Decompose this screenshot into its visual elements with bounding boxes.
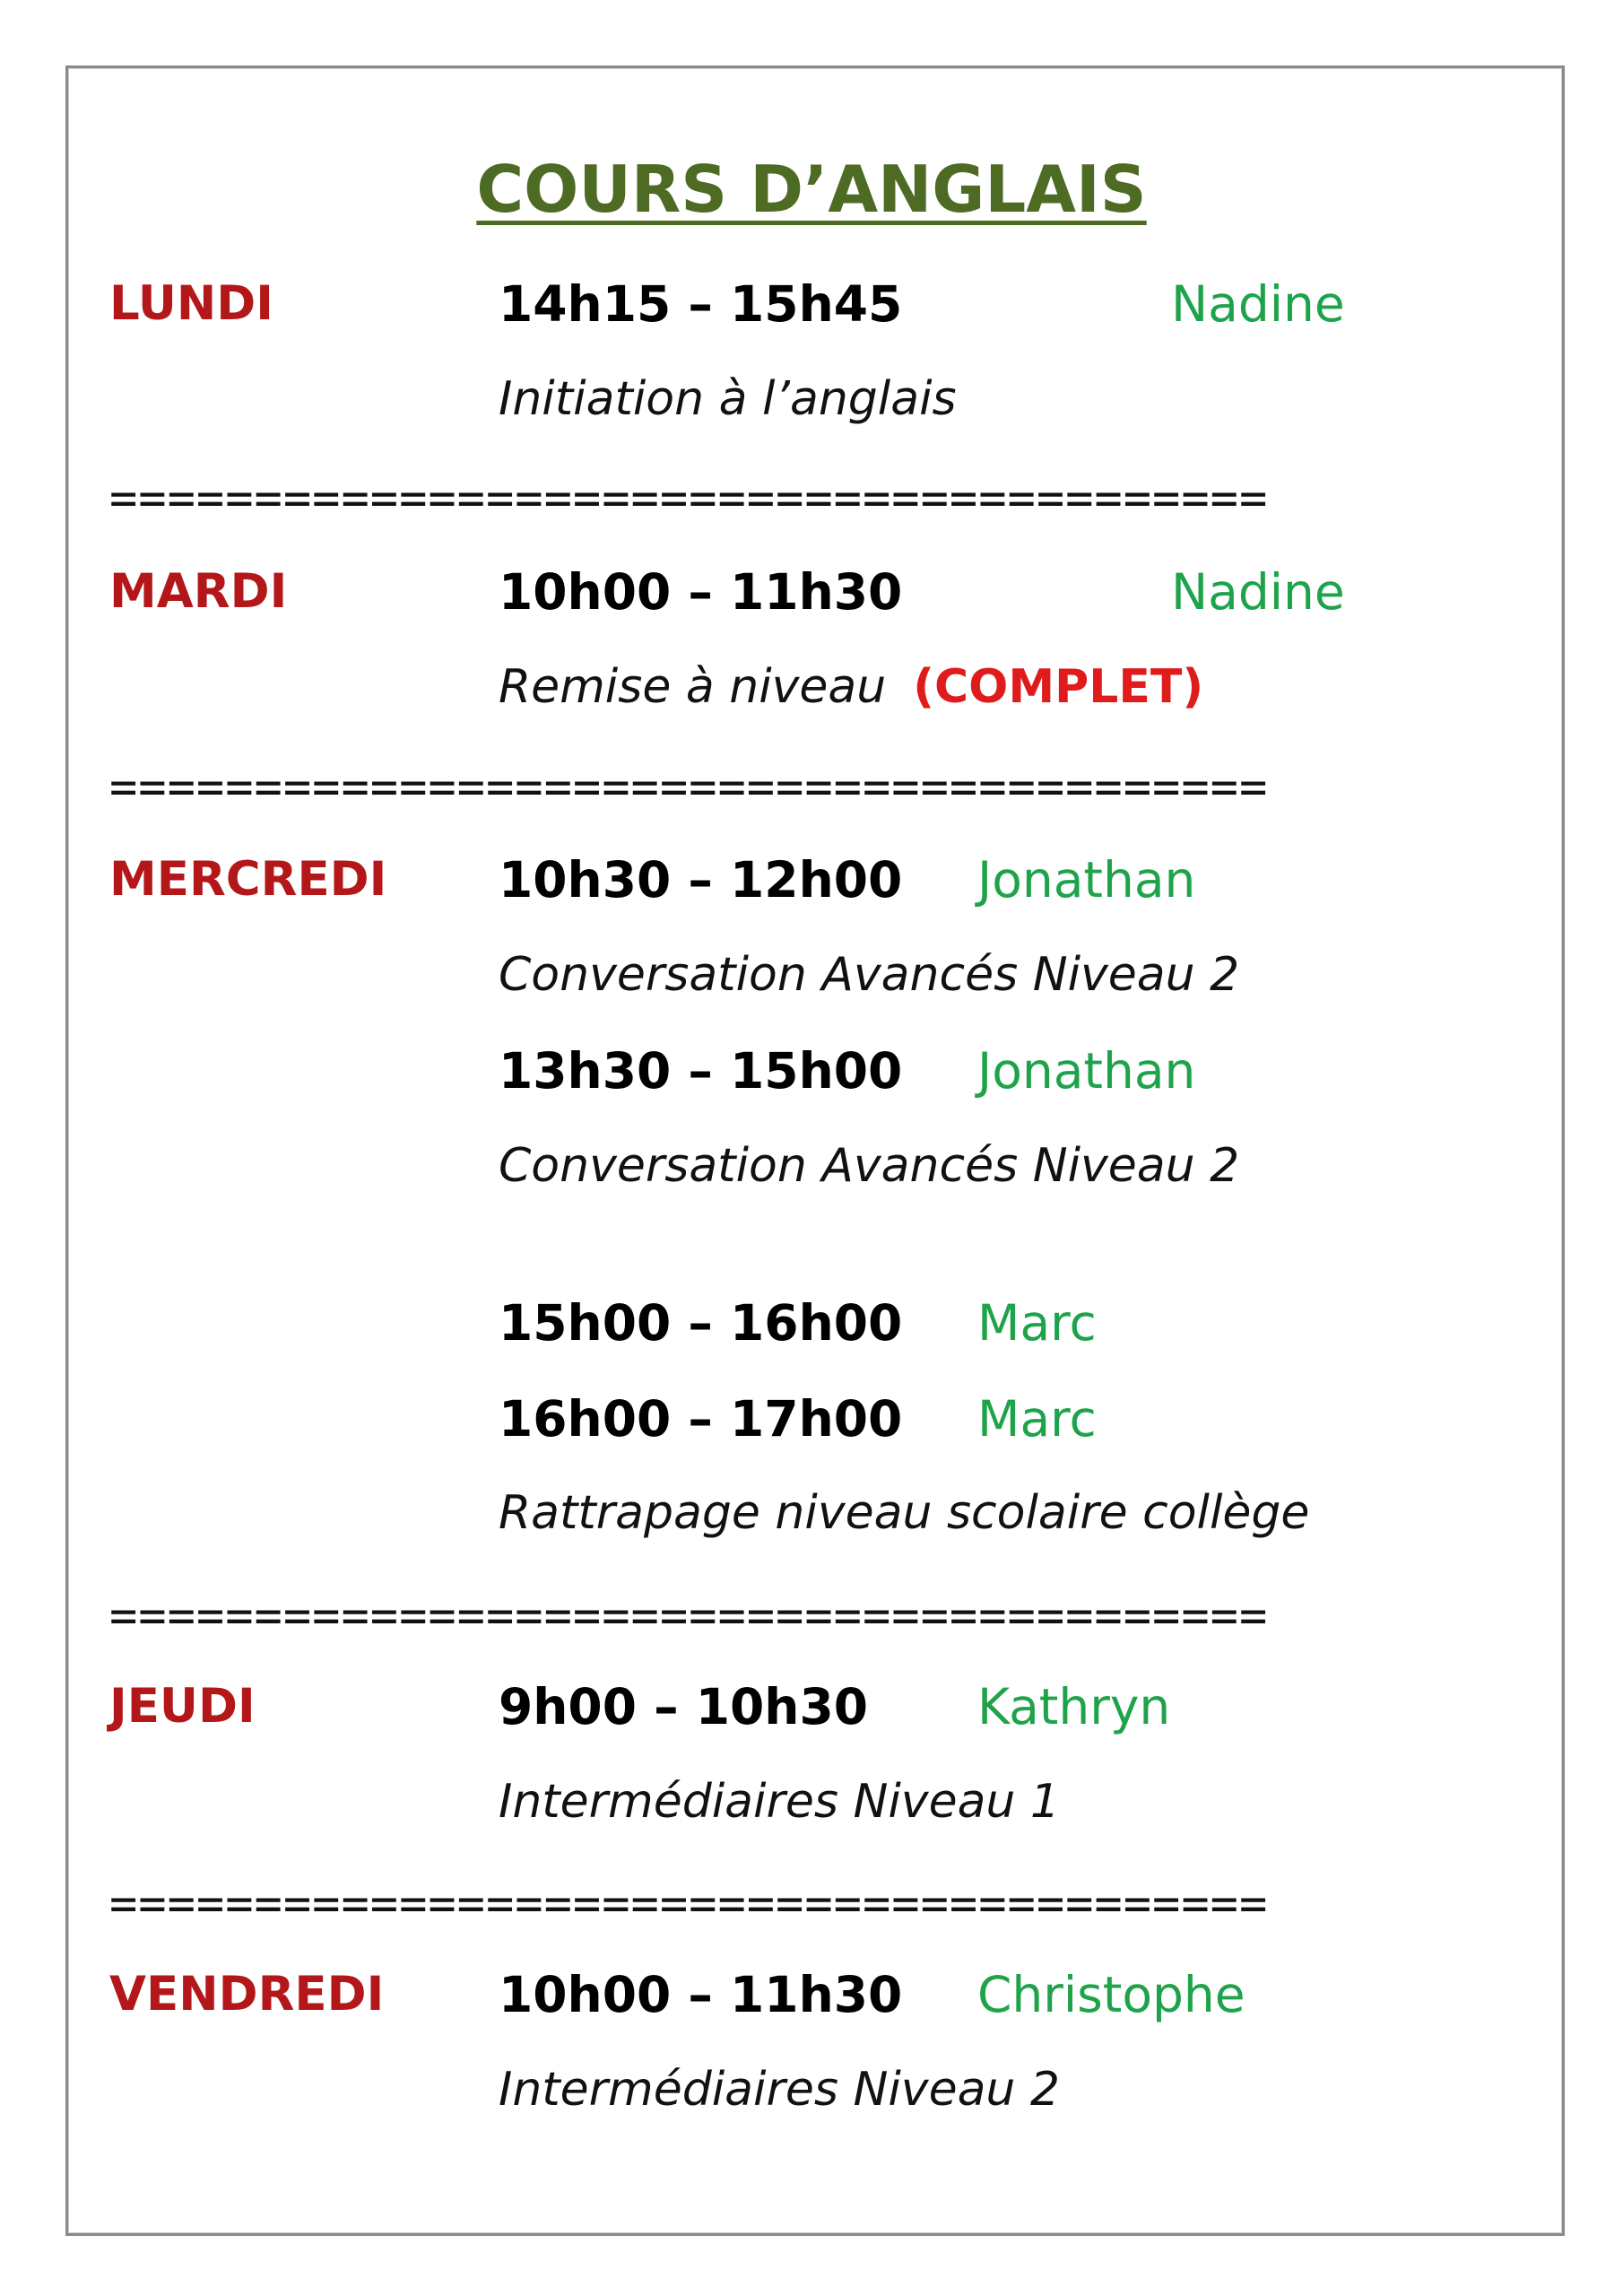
teacher-mercredi-1: Jonathan [977,851,1196,909]
time-mardi: 10h00 – 11h30 [499,563,903,621]
day-vendredi: VENDREDI [109,1967,385,2022]
time-mercredi-3: 15h00 – 16h00 [499,1294,903,1352]
time-mercredi-4: 16h00 – 17h00 [499,1390,903,1448]
separator: ======================================== [109,1589,1269,1643]
day-mercredi: MERCREDI [109,852,387,907]
course-mardi [499,660,1204,714]
time-jeudi: 9h00 – 10h30 [499,1678,868,1735]
teacher-vendredi: Christophe [977,1966,1245,2023]
separator: ======================================== [109,472,1269,526]
time-mercredi-1: 10h30 – 12h00 [499,851,903,909]
course-vendredi: Intermédiaires Niveau 2 [499,2063,1061,2117]
separator: ======================================== [109,761,1269,814]
day-lundi: LUNDI [109,276,273,331]
time-lundi: 14h15 – 15h45 [499,275,903,333]
course-mercredi-1: Conversation Avancés Niveau 2 [499,948,1240,1002]
teacher-mercredi-3: Marc [977,1294,1097,1352]
teacher-mardi: Nadine [1171,563,1345,621]
page-title [0,152,1623,227]
day-mardi: MARDI [109,564,288,619]
teacher-jeudi: Kathryn [977,1678,1171,1735]
day-jeudi: JEUDI [109,1679,256,1734]
status-badge: (COMPLET) [913,660,1204,714]
separator: ======================================== [109,1877,1269,1931]
time-vendredi: 10h00 – 11h30 [499,1966,903,2023]
course-mercredi-4: Rattrapage niveau scolaire collège [499,1486,1310,1540]
teacher-mercredi-4: Marc [977,1390,1097,1448]
page-title-text: COURS D’ANGLAIS [476,152,1147,227]
course-jeudi: Intermédiaires Niveau 1 [499,1775,1061,1829]
course-lundi: Initiation à l’anglais [499,372,957,426]
course-mercredi-2: Conversation Avancés Niveau 2 [499,1139,1240,1193]
teacher-mercredi-2: Jonathan [977,1042,1196,1100]
time-mercredi-2: 13h30 – 15h00 [499,1042,903,1100]
course-mardi-label: Remise à niveau [499,660,887,714]
teacher-lundi: Nadine [1171,275,1345,333]
